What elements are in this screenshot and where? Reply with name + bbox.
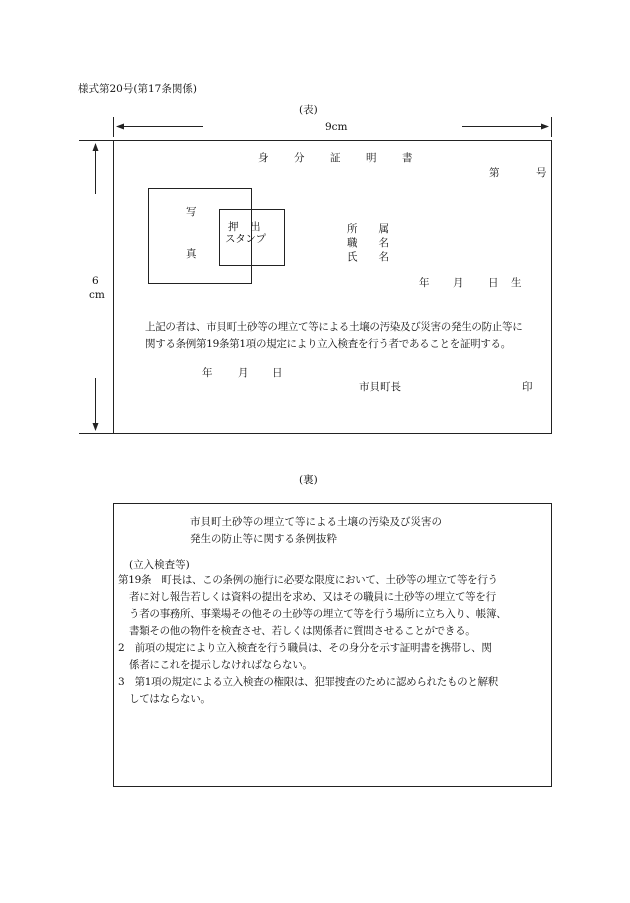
width-arrow-left <box>117 126 203 127</box>
width-arrow-right <box>462 126 546 127</box>
article-line-2: 者に対し報告若しくは資料の提出を求め、又はその職員に土砂等の埋立て等を行 <box>129 591 496 603</box>
birth-sei: 生 <box>511 277 522 289</box>
number-dai: 第 <box>489 167 500 179</box>
arrowhead-down-icon <box>91 423 100 431</box>
para2-line-1: 2 前項の規定により立入検査を行う職員は、その身分を示す証明書を携帯し、関 <box>118 642 492 654</box>
height-label-unit: cm <box>89 289 105 301</box>
issuer: 市貝町長 <box>359 381 401 393</box>
arrowhead-left-icon <box>116 122 124 131</box>
title-char-2: 分 <box>294 152 305 164</box>
article-line-1: 第19条 町長は、この条例の施行に必要な限度において、土砂等の埋立て等を行う <box>118 574 498 586</box>
article-line-4: 書類その他の物件を検査させ、若しくは関係者に質問させることができる。 <box>129 625 476 637</box>
back-label: (裏) <box>299 474 318 486</box>
width-dim-tick-left <box>113 117 114 137</box>
issue-year: 年 <box>202 367 213 379</box>
issue-day: 日 <box>272 367 283 379</box>
title-char-4: 明 <box>366 152 377 164</box>
statement-line-2: 関する条例第19条第1項の規定により立入検査を行う者であることを証明する。 <box>145 338 511 350</box>
para2-line-2: 係者にこれを提示しなければならない。 <box>129 659 313 671</box>
statement-line-1: 上記の者は、市貝町土砂等の埋立て等による土壌の汚染及び災害の発生の防止等に <box>145 321 523 333</box>
height-dim-tick-bottom <box>79 433 113 434</box>
seal: 印 <box>522 381 533 393</box>
photo-char-2: 真 <box>186 248 197 260</box>
issue-month: 月 <box>238 367 249 379</box>
width-label: 9cm <box>325 121 348 133</box>
height-dim-tick-top <box>79 140 113 141</box>
back-title-line-1: 市貝町土砂等の埋立て等による土壌の汚染及び災害の <box>190 516 442 528</box>
photo-char-1: 写 <box>186 206 197 218</box>
number-go: 号 <box>536 167 547 179</box>
height-arrow-top <box>95 144 96 194</box>
back-title-line-2: 発生の防止等に関する条例抜粋 <box>190 533 337 545</box>
arrowhead-up-icon <box>91 143 100 151</box>
para3-line-1: 3 第1項の規定による立入検査の権限は、犯罪捜査のために認められたものと解釈 <box>118 676 498 688</box>
birth-day: 日 <box>488 277 499 289</box>
id-card-front <box>113 140 552 434</box>
field-position: 職 名 <box>347 237 389 249</box>
height-arrow-bottom <box>95 378 96 428</box>
form-id: 様式第20号(第17条関係) <box>78 83 197 95</box>
title-char-3: 証 <box>330 152 341 164</box>
field-affiliation: 所 属 <box>347 223 389 235</box>
birth-month: 月 <box>453 277 464 289</box>
front-label: (表) <box>299 104 318 116</box>
article-line-3: う者の事務所、事業場その他その土砂等の埋立て等を行う場所に立ち入り、帳簿、 <box>129 608 507 620</box>
title-char-1: 身 <box>258 152 269 164</box>
width-dim-tick-right <box>551 117 552 137</box>
section-heading: (立入検査等) <box>129 559 190 571</box>
article-19 <box>118 572 550 708</box>
height-label-num: 6 <box>92 275 99 287</box>
title-char-5: 書 <box>402 152 413 164</box>
arrowhead-right-icon <box>541 122 549 131</box>
birth-year: 年 <box>419 277 430 289</box>
stamp-line-1: 押 出 <box>228 221 261 233</box>
para3-line-2: してはならない。 <box>129 693 211 705</box>
stamp-line-2: スタンプ <box>225 233 266 245</box>
field-name: 氏 名 <box>347 251 389 263</box>
